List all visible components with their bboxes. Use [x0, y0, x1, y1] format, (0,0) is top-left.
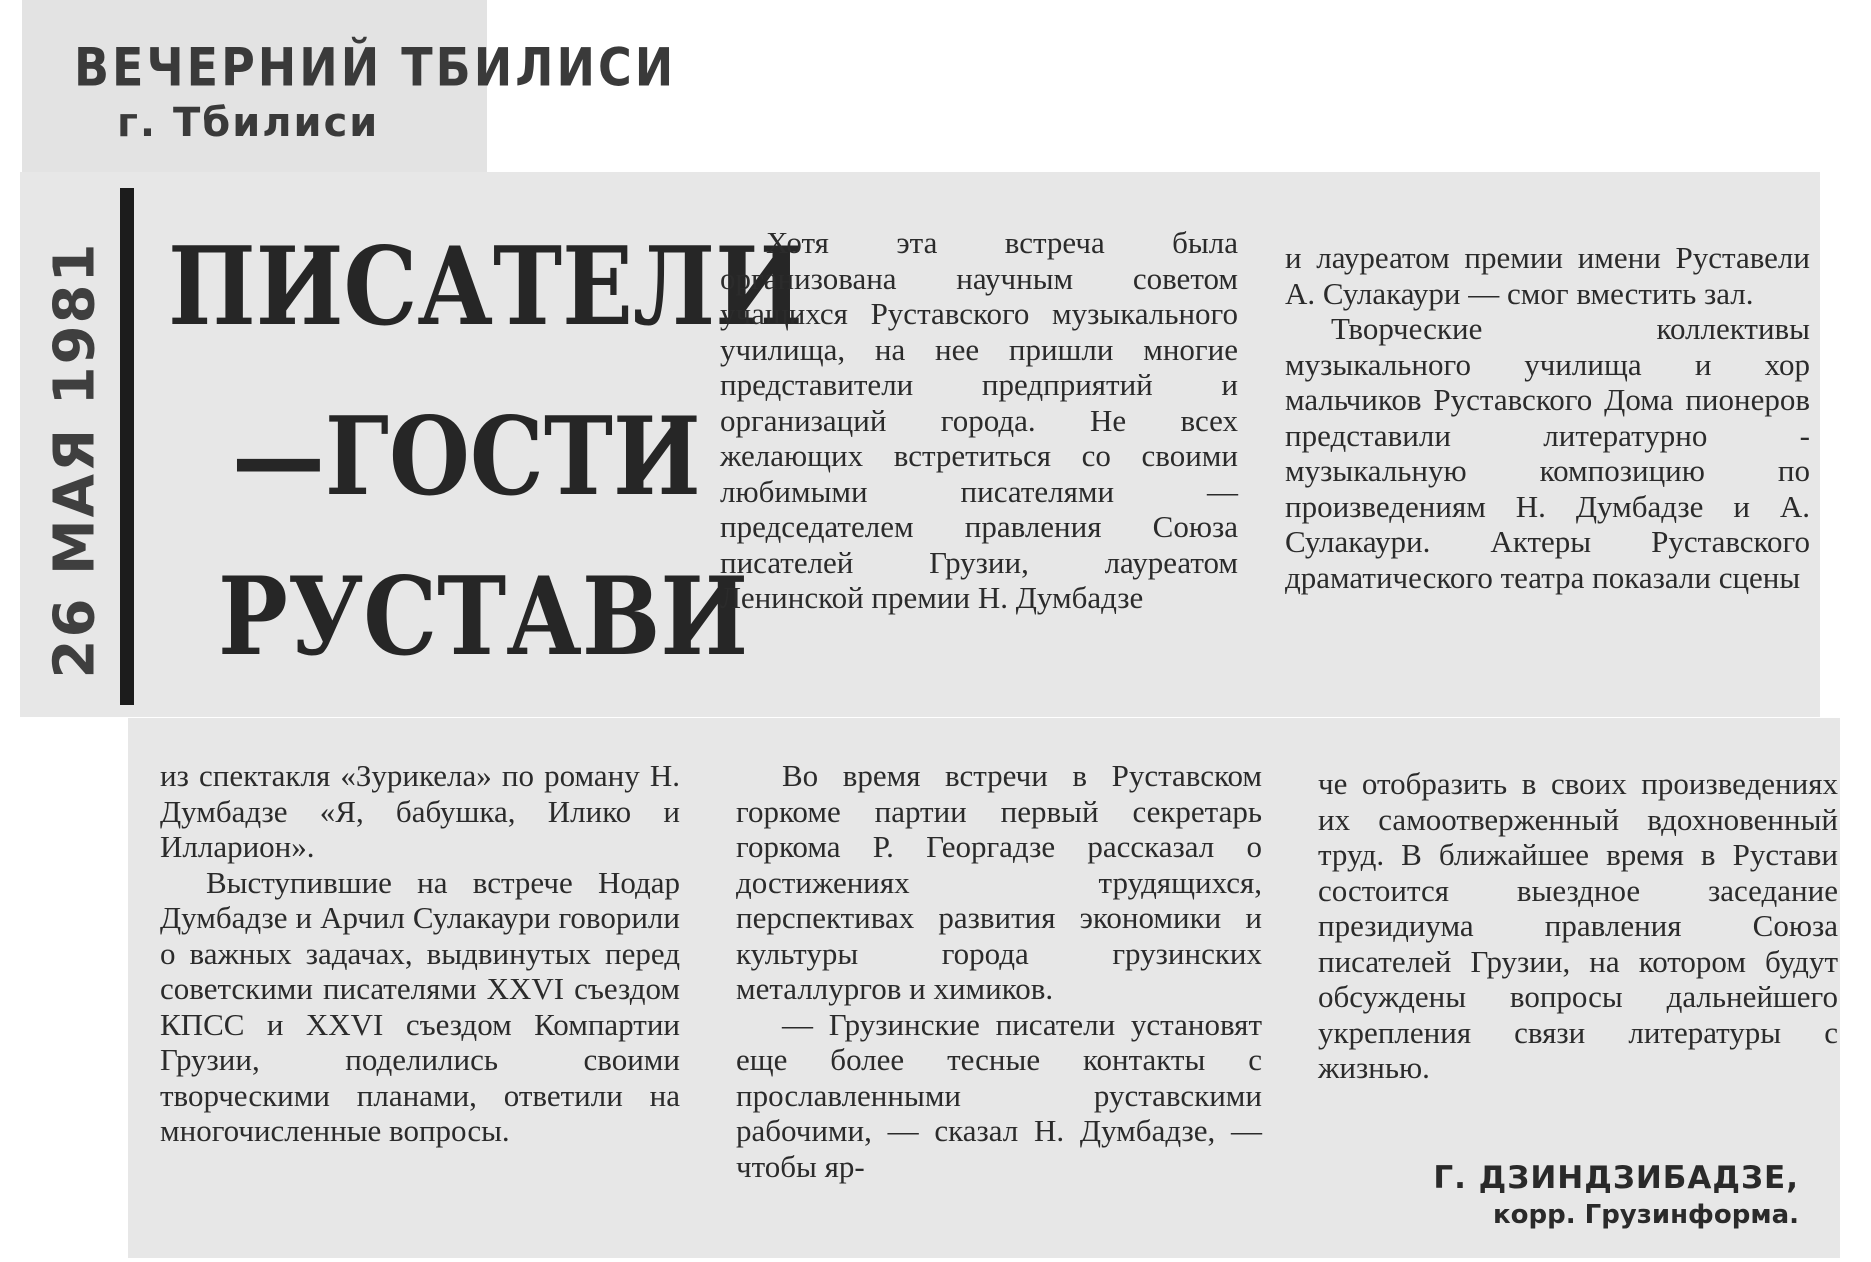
headline-line-3: РУСТАВИ — [218, 554, 749, 680]
date-stamp: 26 МАЯ 1981 — [42, 241, 108, 679]
headline-line-1: ПИСАТЕЛИ — [168, 224, 803, 350]
paragraph: и лауреатом премии имени Руставели А. Сулакаури — смог вместить зал. — [1285, 240, 1810, 311]
paragraph: Выступившие на встрече Нодар Думбадзе и Арчил Сулакаури говорили о важных задачах, выдвинутых перед советскими писателями XXVI съездом КПСС и XXVI съездом Компартии Грузии, поделились своими творческими планами, ответили на многочисленные вопросы. — [160, 864, 680, 1148]
newspaper-stamp — [22, 0, 677, 182]
paragraph: из спектакля «Зурикела» по роману Н. Думбадзе «Я, бабушка, Илико и Илларион». — [160, 758, 680, 864]
paragraph: Во время встречи в Руставском горкоме партии первый секретарь горкома Р. Георгадзе рассказал о достижениях трудящихся, перспективах развития экономики и культуры города грузинских металлургов и химиков. — [736, 758, 1262, 1006]
paragraph: че отобразить в своих произведениях их самоотверженный вдохновенный труд. В ближайшее время в Рустави состоится выездное заседание президиума правления Союза писателей Грузии, на котором будут обсуждены вопросы дальнейшего укрепления связи литературы с жизнью. — [1318, 766, 1838, 1085]
newspaper-city: г. Тбилиси — [117, 100, 380, 146]
newspaper-name: ВЕЧЕРНИЙ ТБИЛИСИ — [74, 35, 677, 99]
article-column-3 — [160, 758, 680, 1149]
author-signature: Г. ДЗИНДЗИБАДЗЕ, — [1433, 1160, 1799, 1196]
news-agency: корр. Грузинформа. — [1492, 1200, 1799, 1230]
paragraph: Хотя эта встреча была организована научным советом учащихся Руставского музыкального училища, на нее пришли многие представители предприятий и организаций города. Не всех желающих встретиться со своими любимыми писателями — председателем правления Союза писателей Грузии, лауреатом Ленинской премии Н. Думбадзе — [720, 225, 1238, 615]
paragraph: Творческие коллективы музыкального училища и хор мальчиков Руставского Дома пионеров представили литературно - музыкальную композицию по произведениям Н. Думбадзе и А. Сулакаури. Актеры Руставского драматического театра показали сцены — [1285, 311, 1810, 595]
article-column-1 — [720, 225, 1238, 616]
article-column-4 — [736, 758, 1262, 1184]
paragraph: — Грузинские писатели установят еще более тесные контакты с прославленными руставскими рабочими, — сказал Н. Думбадзе, — чтобы яр- — [736, 1006, 1262, 1184]
article-column-2 — [1285, 240, 1810, 595]
headline-line-2: —ГОСТИ — [232, 394, 701, 520]
vertical-rule — [120, 188, 134, 705]
article-column-5 — [1318, 766, 1838, 1086]
